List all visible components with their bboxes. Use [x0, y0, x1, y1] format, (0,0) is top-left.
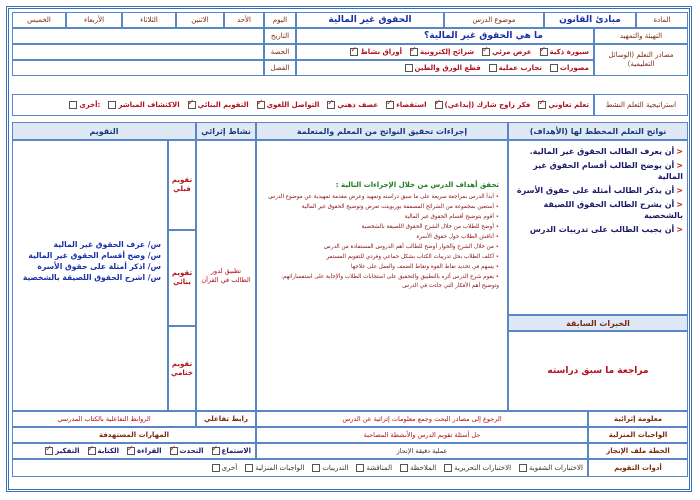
eval-stage-final: تقويم ختامي: [168, 326, 196, 411]
checkbox-icon[interactable]: [69, 101, 77, 109]
source-opt-3[interactable]: ✓شرائح إلكترونية: [408, 48, 474, 56]
source-opt-7[interactable]: قطع الورق والطين: [403, 64, 481, 72]
tool-opt-7[interactable]: أخرى: [210, 464, 238, 472]
topic-label: موضوع الدرس: [444, 12, 544, 28]
skills-options: [12, 443, 256, 459]
activity-header: نشاط إثرائي: [196, 122, 256, 140]
source-opt-1[interactable]: ✓سبورة ذكية: [538, 48, 590, 56]
outcome-item: <أن يجيب الطالب على تدريبات الدرس: [529, 225, 683, 234]
strategy-opt-7[interactable]: الاكتشاف المباشر: [106, 101, 179, 109]
tool-opt-2[interactable]: الاختبارات التحريرية: [442, 464, 511, 472]
procedure-step: • أكلف الطلاب بحل تدريبات الكتاب بشكل جماعي وفردي للتقويم المستمر: [326, 254, 499, 260]
source-opt-2[interactable]: ✓عرض مرئي: [480, 48, 531, 56]
procedure-step: • أقوم بتوضيح أقسام الحقوق غير المالية: [404, 214, 499, 220]
sources-row-2: [296, 60, 594, 76]
strategy-opt-6[interactable]: ✓التقويم البنائي: [186, 101, 249, 109]
strategy-options: [12, 94, 594, 116]
strategy-opt-8[interactable]: أخرى:: [67, 101, 100, 109]
checkbox-icon[interactable]: [245, 464, 253, 472]
skill-opt-4[interactable]: ✓الكتابة: [86, 447, 119, 455]
eval-question: س/ عرف الحقوق غير المالية: [53, 240, 161, 249]
strategy-opt-4[interactable]: ✓عصف ذهني: [325, 101, 378, 109]
homework-label: الواجبات المنزلية: [588, 427, 688, 443]
homework-value: حل أسئلة تقويم الدرس والأنشطة المصاحبة: [256, 427, 588, 443]
checkbox-icon[interactable]: [519, 464, 527, 472]
period-cells[interactable]: [12, 44, 264, 60]
tool-opt-1[interactable]: الاختبارات الشفوية: [517, 464, 583, 472]
period-label: الحصة: [264, 44, 296, 60]
checkbox-icon[interactable]: [444, 464, 452, 472]
checkbox-icon[interactable]: [212, 464, 220, 472]
checkbox-icon[interactable]: [550, 64, 558, 72]
source-opt-5[interactable]: مصورات: [548, 64, 589, 72]
procedure-step: • يسهم في تحديد نقاط القوة ونقاط الضعف والعمل على علاجها: [350, 264, 499, 270]
procedure-step: • أوضح للطلاب من خلال الشرح الحقوق اللصيقة بالشخصية: [361, 224, 499, 230]
checkbox-icon[interactable]: [540, 48, 548, 56]
class-label: الفصل: [264, 60, 296, 76]
activity-box: [196, 140, 256, 411]
sources-row-1: [296, 44, 594, 60]
skill-opt-3[interactable]: ✓القراءة: [125, 447, 162, 455]
checkbox-icon[interactable]: [212, 447, 220, 455]
strategy-opt-2[interactable]: ✓فكر زاوج شارك (إبداعي): [433, 101, 531, 109]
eval-question: س/ اشرح الحقوق اللصيقة بالشخصية: [22, 273, 161, 282]
tool-opt-6[interactable]: الواجبات المنزلية: [243, 464, 304, 472]
topic-value: الحقوق غير المالية: [296, 12, 444, 28]
skill-opt-5[interactable]: ✓التفكير: [43, 447, 79, 455]
checkbox-icon[interactable]: [350, 48, 358, 56]
evaluation-box: [12, 140, 168, 411]
procedure-step: • أبدأ الدرس بمراجعة سريعة على ما سبق دراسته وتمهيد وعرض مقدمة تمهيدية عن موضوع الدرس: [268, 194, 499, 200]
outcome-item: <أن يشرح الطالب الحقوق اللصيقة بالشخصية: [543, 200, 683, 220]
intro-label: التهيئة والتمهيد: [594, 28, 688, 44]
day-thursday: الخميس: [12, 12, 66, 28]
checkbox-icon[interactable]: [489, 64, 497, 72]
activity-value: تطبيق لدور الطالب في القرآن: [201, 266, 251, 284]
date-cells[interactable]: [12, 28, 264, 44]
checkbox-icon[interactable]: [127, 447, 135, 455]
checkbox-icon[interactable]: [257, 101, 265, 109]
source-opt-4[interactable]: ✓أوراق نشاط: [348, 48, 402, 56]
checkbox-icon[interactable]: [386, 101, 394, 109]
checkbox-icon[interactable]: [188, 101, 196, 109]
checkbox-icon[interactable]: [538, 101, 546, 109]
class-cells[interactable]: [12, 60, 264, 76]
tool-opt-3[interactable]: الملاحظة: [398, 464, 436, 472]
procedures-title: تحقق أهداف الدرس من خلال الإجراءات التالية :: [335, 181, 499, 189]
tool-opt-5[interactable]: التدريبات: [310, 464, 348, 472]
prior-value: مراجعة ما سبق دراسته: [508, 331, 688, 411]
enrichment-value: الرجوع إلى مصادر البحث وجمع معلومات إثرائية عن الدرس: [256, 411, 588, 427]
checkbox-icon[interactable]: [435, 101, 443, 109]
interactive-label: رابط تفاعلي: [196, 411, 256, 427]
eval-question: س/ وضح أقسام الحقوق غير المالية: [28, 251, 161, 260]
procedure-step: • أستعين بمجموعة من الشرائح المصممة بوربوينت تعرض وتوضيح الحقوق غير المالية: [301, 204, 499, 210]
interactive-value[interactable]: الروابط التفاعلية بالكتاب المدرسي: [12, 411, 196, 427]
tool-opt-4[interactable]: المناقشة: [354, 464, 392, 472]
checkbox-icon[interactable]: [410, 48, 418, 56]
checkbox-icon[interactable]: [356, 464, 364, 472]
checkbox-icon[interactable]: [405, 64, 413, 72]
checkbox-icon[interactable]: [88, 447, 96, 455]
day-wednesday: الأربعاء: [66, 12, 122, 28]
tools-options: [12, 459, 588, 477]
day-tuesday: الثلاثاء: [122, 12, 176, 28]
outcome-item: <أن يعرف الطالب الحقوق غير المالية.: [529, 147, 683, 156]
checkbox-icon[interactable]: [400, 464, 408, 472]
procedures-header: إجراءات تحقيق النواتج من المعلم والمتعلمة: [256, 122, 508, 140]
strategy-opt-3[interactable]: ✓استقصاء: [384, 101, 426, 109]
day-label: اليوم: [264, 12, 296, 28]
evaluation-header: التقويم: [12, 122, 196, 140]
eval-stage-pre: تقويم قبلي: [168, 140, 196, 230]
day-monday: الاثنين: [176, 12, 224, 28]
prior-label: الخبرات السابقة: [508, 315, 688, 331]
intro-question: ما هي الحقوق غير المالية؟: [296, 28, 594, 44]
day-sunday: الأحد: [224, 12, 264, 28]
source-opt-6[interactable]: تجارب عملية: [487, 64, 542, 72]
eval-stage-formative: تقويم بنائي: [168, 230, 196, 326]
strategy-opt-5[interactable]: ✓التواصل اللغوي: [255, 101, 320, 109]
enrichment-label: معلومة إثرائية: [588, 411, 688, 427]
sources-label: مصادر التعلم (الوسائل التعليمية): [594, 44, 688, 76]
subject-value: مبادئ القانون: [544, 12, 636, 28]
subject-label: المادة: [636, 12, 688, 28]
procedure-step: • من خلال الشرح والحوار أوضح للطالب أهم الدروس المستفادة من الدرس: [323, 244, 499, 250]
procedures-box: [256, 140, 508, 411]
strategy-label: استراتيجية التعلم النشط: [594, 94, 688, 116]
outcome-item: <أن يذكر الطالب أمثلة على حقوق الأسرة: [516, 186, 683, 195]
achievement-value: عملية دقيقة الإنجاز: [256, 443, 588, 459]
skill-opt-2[interactable]: ✓التحدث: [168, 447, 204, 455]
outcomes-header: نواتج التعلم المخطط لها (الأهداف): [508, 122, 688, 140]
skills-label: المهارات المستهدفة: [12, 427, 256, 443]
checkbox-icon[interactable]: [170, 447, 178, 455]
checkbox-icon[interactable]: [45, 447, 53, 455]
checkbox-icon[interactable]: [108, 101, 116, 109]
strategy-opt-1[interactable]: ✓تعلم تعاوني: [536, 101, 589, 109]
outcome-item: <أن يوضح الطالب أقسام الحقوق غير المالية: [533, 161, 683, 181]
date-label: التاريخ: [264, 28, 296, 44]
checkbox-icon[interactable]: [312, 464, 320, 472]
tools-label: أدوات التقويم: [588, 459, 688, 477]
checkbox-icon[interactable]: [327, 101, 335, 109]
eval-question: س/ اذكر أمثلة على حقوق الأسرة: [37, 262, 161, 271]
skill-opt-1[interactable]: ✓الاستماع: [210, 447, 251, 455]
checkbox-icon[interactable]: [482, 48, 490, 56]
outcomes-list: [508, 140, 688, 315]
achievement-label: الخطة ملف الإنجاز: [588, 443, 688, 459]
procedure-step: • أناقش الطلاب حول حقوق الأسرة: [416, 234, 499, 240]
procedure-step: • يقوم شرح الدرس أثره بالتطبيق والتحقيق على استجابات الطلاب والإجابة على استفساراتهم، وتوضيح أهم الأفكار التي جاءت في الدرس: [281, 274, 499, 289]
